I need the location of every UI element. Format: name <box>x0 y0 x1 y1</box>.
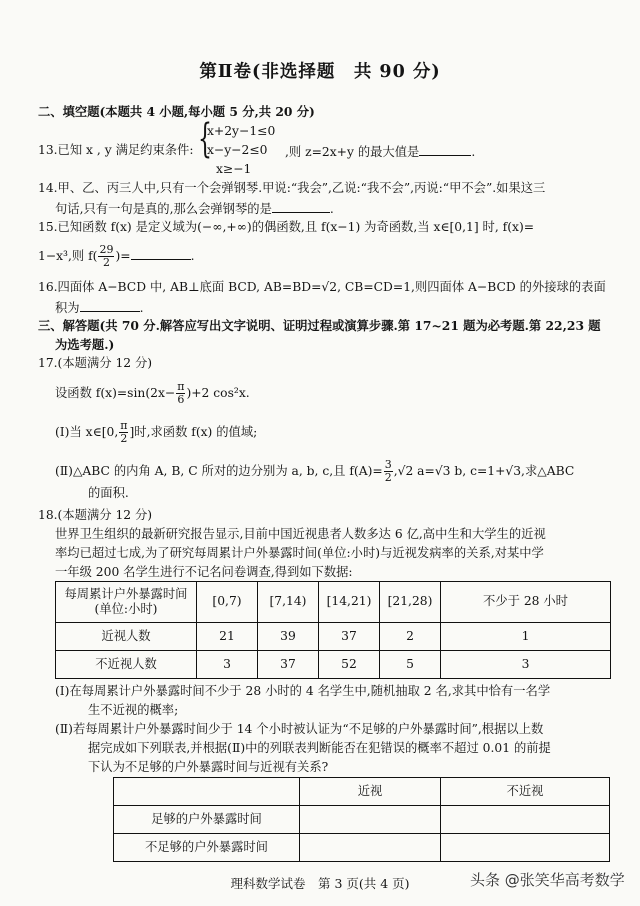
q13-prefix: 13.已知 x , y 满足约束条件: <box>38 143 194 157</box>
column-header: [0,7) <box>197 582 258 623</box>
header-label-line-2: (单位:小时) <box>94 602 158 616</box>
q17-fraction-3-2: $\frac{3}{2}$ <box>384 458 392 485</box>
watermark: 头条 @张笑华高考数学 <box>470 871 625 889</box>
table-cell: 37 <box>319 623 380 651</box>
column-header: 不近视 <box>441 778 610 806</box>
table-header-label <box>56 582 197 623</box>
q18-text-line-3: 一年级 200 名学生进行不记名问卷调查,得到如下数据: <box>55 565 353 579</box>
column-header: [7,14) <box>258 582 319 623</box>
q18-heading: 18.(本题满分 12 分) <box>38 508 153 522</box>
q17-part-2-end: 的面积. <box>88 486 129 500</box>
q17-fraction-pi-6: $\frac{\pi}{6}$ <box>177 380 185 407</box>
row-label: 足够的户外暴露时间 <box>114 806 300 834</box>
q18-part-2-line-2: 据完成如下列联表,并根据(Ⅱ)中的列联表判断能否在犯错误的概率不超过 0.01 的前提 <box>88 741 551 755</box>
table-cell-empty[interactable] <box>441 806 610 834</box>
section-answer-heading-line-2: 为选考题.) <box>55 337 115 352</box>
q18-part-2-line-3: 下认为不足够的户外暴露时间与近视有关系? <box>88 760 329 774</box>
q15-fraction: $\frac{29}{2}$ <box>99 243 114 270</box>
q17-fraction-pi-2: $\frac{\pi}{2}$ <box>120 419 128 446</box>
row-label: 近视人数 <box>56 623 197 651</box>
q16-line-2: 积为 . <box>55 301 144 315</box>
q17-function: 设函数 f(x)=sin(2x− $\frac{\pi}{6}$ )+2 cos²x. <box>55 380 250 407</box>
q15-answer-blank[interactable] <box>131 247 191 260</box>
table-row <box>114 806 610 834</box>
q13-constraint-3: x≥−1 <box>216 162 252 176</box>
table-cell: 3 <box>197 651 258 679</box>
page-footer: 理科数学试卷 第 3 页(共 4 页) <box>230 876 410 891</box>
table-cell: 37 <box>258 651 319 679</box>
q13-suffix: ,则 z=2x+y 的最大值是 . <box>285 145 476 159</box>
table-cell: 52 <box>319 651 380 679</box>
q18-text-line-1: 世界卫生组织的最新研究报告显示,目前中国近视患者人数多达 6 亿,高中生和大学生的近视 <box>55 527 546 541</box>
q13-answer-blank[interactable] <box>419 143 471 156</box>
table-cell: 21 <box>197 623 258 651</box>
q17-part-1: (Ⅰ)当 x∈[0, $\frac{\pi}{2}$ ]时,求函数 f(x) 的值域; <box>55 419 258 446</box>
q17-heading: 17.(本题满分 12 分) <box>38 356 153 370</box>
q15-line-2: 1−x³,则 f( $\frac{29}{2}$ )= . <box>38 243 195 270</box>
q18-part-1-line-1: (Ⅰ)在每周累计户外暴露时间不少于 28 小时的 4 名学生中,随机抽取 2 名,求其中恰有一名学 <box>55 684 551 698</box>
q17-part-2: (Ⅱ)△ABC 的内角 A, B, C 所对的边分别为 a, b, c,且 f(A)= $\frac{3}{2}$ ,√2 a=√3 b, c=1+√3,求△ABC <box>55 458 575 485</box>
q18-part-2-line-1: (Ⅱ)若每周累计户外暴露时间少于 14 个小时被认证为“不足够的户外暴露时间”,根据以上数 <box>55 722 544 736</box>
table-row <box>56 651 611 679</box>
section-fill-in-heading: 二、填空题(本题共 4 小题,每小题 5 分,共 20 分) <box>38 104 315 119</box>
section-answer-heading-line-1: 三、解答题(共 70 分.解答应写出文字说明、证明过程或演算步骤.第 17~21 题为必考题.第 22,23 题 <box>38 318 601 333</box>
q18-text-line-2: 率均已超过七成,为了研究每周累计户外暴露时间(单位:小时)与近视发病率的关系,对某中学 <box>55 546 544 560</box>
table-cell: 3 <box>441 651 611 679</box>
table-cell: 2 <box>380 623 441 651</box>
q13-constraint-1: x+2y−1≤0 <box>207 124 276 138</box>
column-header: [21,28) <box>380 582 441 623</box>
contingency-table <box>113 777 610 862</box>
row-label: 不近视人数 <box>56 651 197 679</box>
table-header-row <box>56 582 611 623</box>
column-header: 不少于 28 小时 <box>441 582 611 623</box>
table-header-row <box>114 778 610 806</box>
column-header: 近视 <box>300 778 441 806</box>
row-label: 不足够的户外暴露时间 <box>114 834 300 862</box>
q18-part-1-line-2: 生不近视的概率; <box>88 703 179 717</box>
q14-line-2: 句话,只有一句是真的,那么会弹钢琴的是 . <box>55 202 334 216</box>
q13-constraint-2: x−y−2≤0 <box>207 143 268 157</box>
table-cell-empty[interactable] <box>300 834 441 862</box>
table-row <box>114 834 610 862</box>
header-label-line-1: 每周累计户外暴露时间 <box>64 586 188 601</box>
q14-line-1: 14.甲、乙、丙三人中,只有一个会弹钢琴.甲说:“我会”,乙说:“我不会”,丙说:“甲不会”.如果这三 <box>38 181 546 195</box>
table-cell: 1 <box>441 623 611 651</box>
column-header: [14,21) <box>319 582 380 623</box>
page-title: 第Ⅱ卷(非选择题 共 90 分) <box>199 62 441 82</box>
q18-data-table <box>55 581 611 679</box>
table-cell-empty[interactable] <box>300 806 441 834</box>
table-cell-empty[interactable] <box>441 834 610 862</box>
table-cell: 39 <box>258 623 319 651</box>
table-cell: 5 <box>380 651 441 679</box>
q14-answer-blank[interactable] <box>272 200 330 213</box>
table-row <box>56 623 611 651</box>
column-header <box>114 778 300 806</box>
q15-line-1: 15.已知函数 f(x) 是定义域为(−∞,+∞)的偶函数,且 f(x−1) 为奇函数,当 x∈[0,1] 时, f(x)= <box>38 220 535 234</box>
q13-brace: { <box>198 116 212 162</box>
q16-answer-blank[interactable] <box>80 299 140 312</box>
q16-line-1: 16.四面体 A−BCD 中, AB⊥底面 BCD, AB=BD=√2, CB=CD=1,则四面体 A−BCD 的外接球的表面 <box>38 280 606 294</box>
